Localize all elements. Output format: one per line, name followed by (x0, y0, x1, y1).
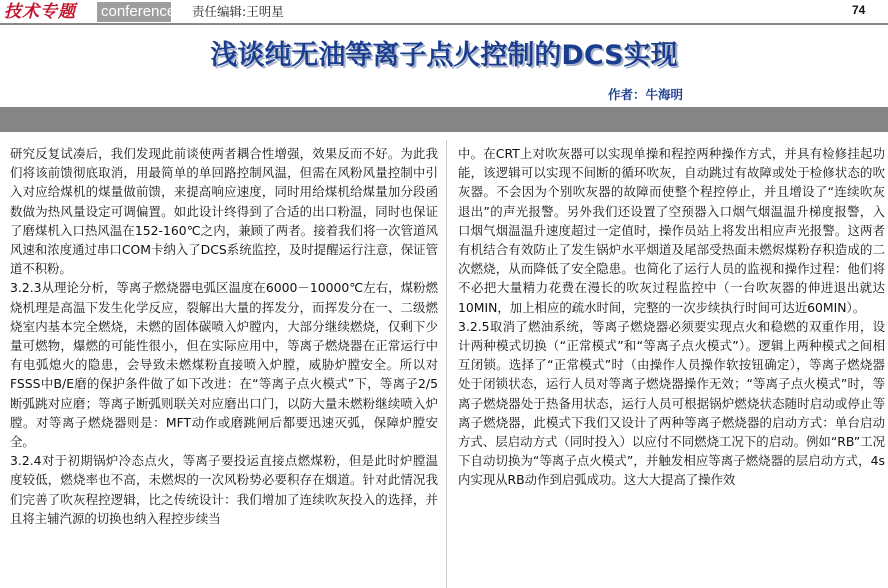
section-tag-english: conference (97, 2, 171, 22)
editor-credit: 责任编辑:王明星 (192, 4, 284, 19)
paragraph: 研究反复试凑后，我们发现此前谈使两者耦合性增强，效果反而不好。为此我们将该前馈彻底取消，用最简单的单回路控制风温，但需在风粉风量控制中引入对应给煤机的煤量做前馈，来提高响应速度，同时用给煤机给煤量加分段函数做为热风量设定可调偏置。如此设计终得到了合适的出口粉温，同时也保证了磨煤机入口热风温在152-160℃之内，兼顾了两者。接着我们将一次管道风风速和浓度通过串口COM卡纳入了DCS系统监控，及时提醒运行注意，保证管道不积粉。 (10, 146, 438, 277)
paragraph: 3.2.3从理论分析，等离子燃烧器电弧区温度在6000－10000℃左右，煤粉燃烧机理是高温下发生化学反应，裂解出大量的挥发分，而挥发分在一、二级燃烧室内基本完全燃烧，未燃的固体碳喷入炉膛内，大部分继续燃烧，仅剩下少量可燃物，爆燃的可能性很小，但在实际应用中，等离子燃烧器在正常运行中有电弧熄火的隐患，会导致未燃煤粉直接喷入炉膛，威胁炉膛安全。所以对FSSS中B/E磨的保护条件做了如下改进：在“等离子点火模式”下，等离子2/5断弧跳对应磨；等离子断弧则联关对应磨出口门，以防大量未燃粉继续喷入炉膛。对等离子燃烧器则是：MFT动作或磨跳闸后都要迅速灭弧，保障炉膛安全。 (10, 280, 438, 450)
article-author: 作者：牛海明 (608, 87, 684, 102)
title-band (0, 107, 888, 132)
paragraph: 3.2.4对于初期锅炉冷态点火，等离子要投运直接点燃煤粉，但是此时炉膛温度较低，燃烧率也不高，未燃烬的一次风粉势必要积存在烟道。针对此情况我们完善了吹灰程控逻辑，比之传统设计：我们增加了连续吹灰投入的选择，并且将主辅汽源的切换也纳入程控步续当 (10, 453, 438, 526)
page-number: 74 (852, 3, 866, 17)
page-header (0, 0, 888, 26)
column-divider (446, 140, 447, 588)
right-column (458, 144, 885, 588)
section-tag: 技术专题 (4, 2, 76, 22)
left-column (10, 144, 438, 588)
paragraph: 3.2.5取消了燃油系统，等离子燃烧器必须要实现点火和稳燃的双重作用，设计两种模式切换（“正常模式”和“等离子点火模式”）。逻辑上两种模式之间相互闭锁。选择了“正常模式”时（由操作人员操作软按钮确定），等离子燃烧器处于闭锁状态，运行人员对等离子燃烧器操作无效；“等离子点火模式”时，等离子燃烧器处于热备用状态，运行人员可根据锅炉燃烧状态随时启动或停止等离子燃烧器，此模式下我们又设计了两种等离子燃烧器的启动方式：单台启动方式、层启动方式（同时投入）以应付不同燃烧工况下的启动。例如“RB”工况下自动切换为“等离子点火模式”，并触发相应等离子燃烧器的层启动方式，4s内实现从RB动作到启弧成功。这大大提高了操作效 (458, 318, 885, 488)
paragraph: 中。在CRT上对吹灰器可以实现单操和程控两种操作方式，并具有检修挂起功能，该逻辑可以实现不间断的循环吹灰，自动跳过有故障或处于检修状态的吹灰器。不会因为个别吹灰器的故障而使整个程控停止，并且增设了“连续吹灰退出”的声光报警。另外我们还设置了空预器入口烟气烟温温升梯度报警，入口烟气烟温温升速度超过一定值时，操作员站上将发出相应声光报警。这两者有机结合有效防止了发生锅炉水平烟道及尾部受热面未燃烬煤粉存积造成的二次燃烧，从而降低了安全隐患。也简化了运行人员的监视和操作过程：他们将不必把大量精力花费在漫长的吹灰过程监控中（一台吹灰器的伸进退出就达10MIN，加上相应的疏水时间，完整的一次步续执行时间可达近60MIN）。 (458, 146, 885, 315)
header-rule (0, 23, 888, 25)
article-title: 浅谈纯无油等离子点火控制的DCS实现 (210, 40, 678, 71)
